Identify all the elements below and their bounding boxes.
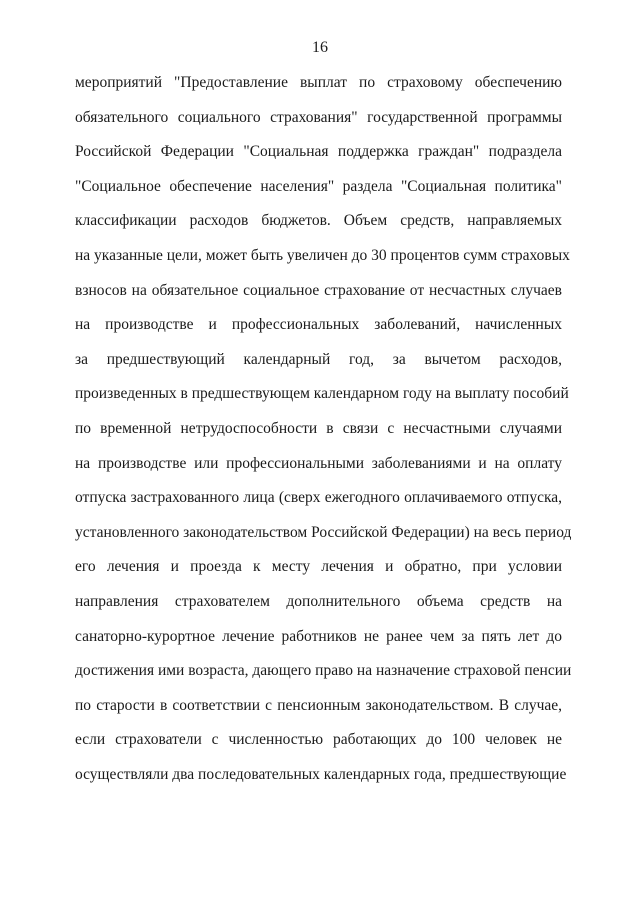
text-line: за предшествующий календарный год, за вычетом расходов, <box>75 350 562 368</box>
text-line: на указанные цели, может быть увеличен до 30 процентов сумм страховых <box>75 246 570 264</box>
text-line: мероприятий "Предоставление выплат по страховому обеспечению <box>75 74 562 91</box>
body-text <box>75 73 572 799</box>
text-line: если страхователи с численностью работающих до 100 человек не <box>75 731 562 749</box>
text-line: произведенных в предшествующем календарном году на выплату пособий <box>75 385 569 403</box>
text-line: отпуска застрахованного лица (сверх ежегодного оплачиваемого отпуска, <box>75 489 562 507</box>
text-line: взносов на обязательное социальное страхование от несчастных случаев <box>75 281 562 299</box>
text-line: по временной нетрудоспособности в связи с несчастными случаями <box>75 419 562 437</box>
text-line: его лечения и проезда к месту лечения и обратно, при условии <box>75 558 562 576</box>
text-line: на производстве или профессиональными заболеваниями и на оплату <box>75 454 562 472</box>
text-line: обязательного социального страхования" государственной программы <box>75 108 562 126</box>
text-line: классификации расходов бюджетов. Объем средств, направляемых <box>75 212 562 230</box>
text-line: "Социальное обеспечение населения" раздела "Социальная политика" <box>75 177 562 195</box>
text-line: Российской Федерации "Социальная поддержка граждан" подраздела <box>75 143 562 161</box>
page-number: 16 <box>312 39 328 56</box>
text-line: направления страхователем дополнительного объема средств на <box>75 592 562 610</box>
text-line: по старости в соответствии с пенсионным законодательством. В случае, <box>75 696 562 714</box>
text-line: осуществляли два последовательных календарных года, предшествующие <box>75 765 567 783</box>
text-line: достижения ими возраста, дающего право на назначение страховой пенсии <box>75 662 572 680</box>
text-line: на производстве и профессиональных заболеваний, начисленных <box>75 316 562 334</box>
text-line: установленного законодательством Российской Федерации) на весь период <box>75 523 572 541</box>
text-line: санаторно-курортное лечение работников не ранее чем за пять лет до <box>75 627 562 645</box>
